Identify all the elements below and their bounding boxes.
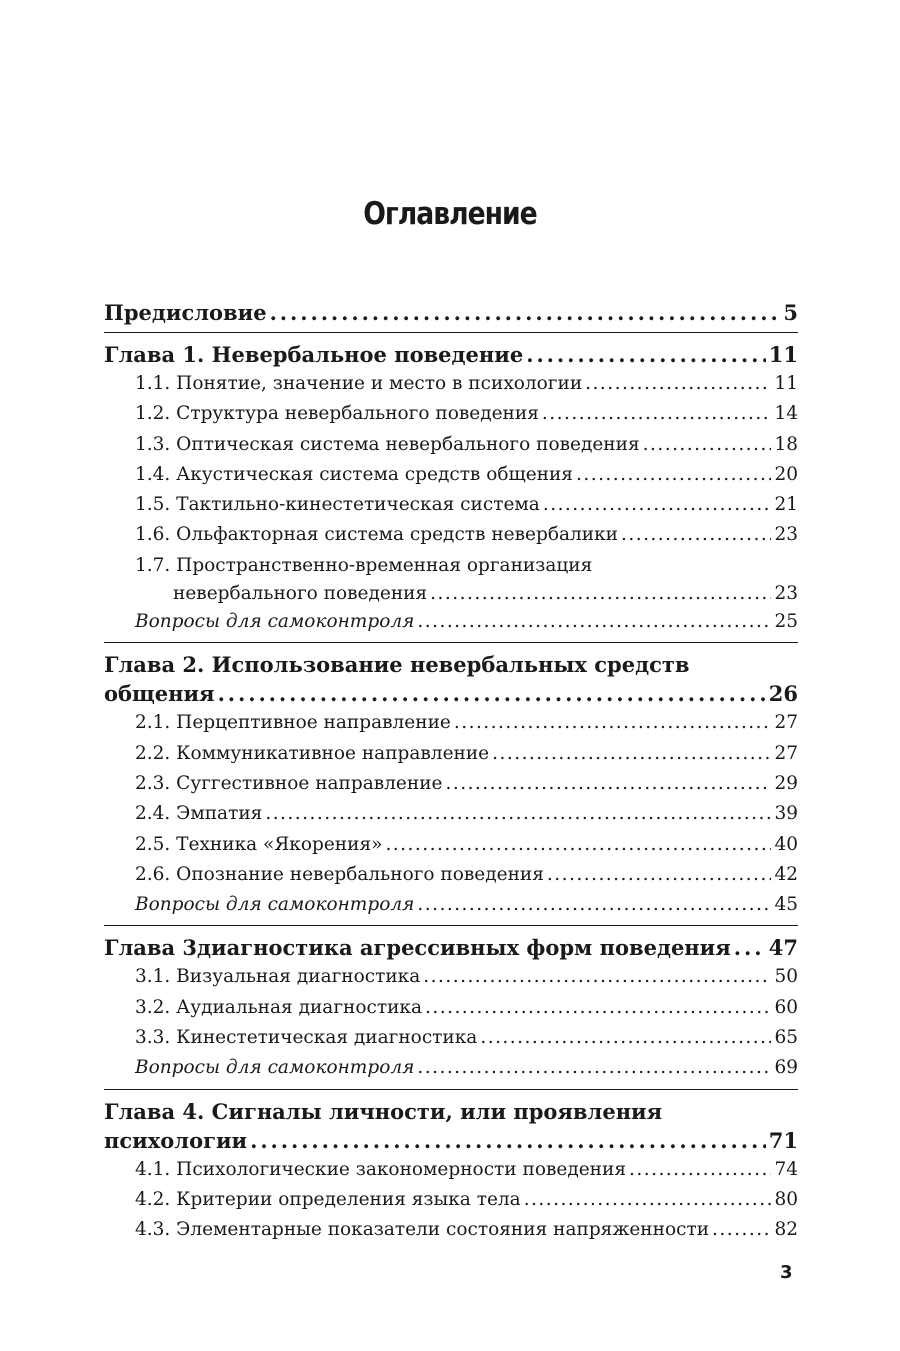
toc-entry-page: 42 — [774, 863, 798, 885]
toc-entry-label: Предисловие — [104, 300, 267, 325]
toc-entry-label: 3.2. Аудиальная диагностика — [135, 996, 422, 1018]
toc-entry-section-4-1[interactable] — [104, 1155, 798, 1185]
dot-leader — [621, 520, 771, 550]
dot-leader — [526, 340, 766, 369]
dot-leader — [643, 430, 772, 460]
toc-entry-label: 2.2. Коммуникативное направление — [135, 742, 490, 764]
toc-entry-section-1-3[interactable] — [104, 430, 798, 460]
toc-entry-label: 1.6. Ольфакторная система средств невербалики — [135, 524, 618, 546]
toc-entry-chapter-2[interactable] — [104, 679, 798, 708]
toc-entry-chapter-1[interactable] — [104, 340, 798, 369]
toc-entry-label: 1.2. Структура невербального поведения — [135, 403, 539, 425]
toc-entry-page: 74 — [774, 1158, 798, 1180]
toc-entry-page: 23 — [774, 583, 798, 605]
toc-entry-label: 1.1. Понятие, значение и место в психологии — [135, 373, 583, 394]
toc-chapter-4-block — [104, 1089, 798, 1246]
dot-leader — [585, 369, 771, 399]
toc-entry-label: 1.4. Акустическая система средств общения — [135, 463, 573, 485]
toc-entry-label: 1.5. Тактильно-кинестетическая система — [135, 494, 540, 516]
toc-entry-page: 80 — [774, 1188, 798, 1210]
dot-leader — [454, 708, 772, 738]
toc-entry-page: 26 — [768, 681, 798, 707]
toc-entry-section-1-2[interactable] — [104, 399, 798, 429]
toc-entry-page: 20 — [774, 463, 798, 485]
dot-leader — [629, 1155, 771, 1185]
toc-entry-label: 2.6. Опознание невербального поведения — [135, 863, 544, 885]
toc-entry-page: 11 — [768, 342, 798, 367]
dot-leader — [250, 1126, 766, 1155]
toc-entry-page: 71 — [768, 1127, 798, 1153]
toc-entry-chapter-4-line1[interactable]: Глава 4. Сигналы личности, или проявления — [104, 1098, 663, 1124]
toc-entry-section-2-3[interactable] — [104, 769, 798, 799]
toc-entry-section-4-2[interactable] — [104, 1185, 798, 1215]
toc-entry-label: 2.1. Перцептивное направление — [135, 712, 451, 734]
dot-leader — [430, 581, 771, 607]
toc-entry-section-1-7-line1[interactable]: 1.7. Пространственно-временная организация — [135, 554, 593, 576]
toc-entry-questions-2[interactable] — [104, 890, 798, 920]
toc-entry-label: Вопросы для самоконтроля — [135, 1057, 415, 1079]
toc-entry-page: 40 — [774, 833, 798, 855]
toc-entry-chapter-2-line1[interactable]: Глава 2. Использование невербальных средств — [104, 652, 690, 678]
dot-leader — [417, 890, 771, 920]
toc-entry-label: Глава 1. Невербальное поведение — [104, 342, 524, 367]
dot-leader — [445, 769, 771, 799]
toc-entry-page: 14 — [774, 403, 798, 425]
dot-leader — [417, 1053, 771, 1083]
toc-entry-page: 39 — [774, 803, 798, 825]
toc-entry-section-1-5[interactable] — [104, 490, 798, 520]
toc-entry-page: 18 — [774, 433, 798, 455]
toc-entry-page: 29 — [774, 772, 798, 794]
page-number: 3 — [780, 1262, 793, 1283]
toc-entry-page: 69 — [774, 1057, 798, 1079]
dot-leader — [734, 933, 766, 962]
toc-entry-label: Вопросы для самоконтроля — [135, 894, 415, 916]
toc-entry-label: невербального поведения — [173, 583, 428, 605]
toc-chapter-1-block — [104, 332, 798, 637]
toc-entry-label: 3.1. Визуальная диагностика — [135, 966, 421, 988]
toc-entry-label: Вопросы для самоконтроля — [135, 611, 415, 633]
toc-entry-page: 60 — [774, 996, 798, 1018]
toc-entry-section-1-6[interactable] — [104, 520, 798, 550]
toc-entry-page: 82 — [774, 1219, 798, 1241]
toc-entry-label: общения — [104, 681, 215, 707]
toc-chapter-2-block — [104, 642, 798, 920]
toc-entry-page: 45 — [774, 894, 798, 916]
dot-leader — [547, 860, 772, 890]
toc-entry-label: 4.1. Психологические закономерности поведения — [135, 1158, 626, 1180]
toc-entry-section-1-7[interactable] — [104, 581, 798, 607]
toc-preface-block — [104, 298, 798, 327]
toc-entry-questions-3[interactable] — [104, 1053, 798, 1083]
toc-entry-page: 27 — [774, 742, 798, 764]
toc-entry-section-4-3[interactable] — [104, 1215, 798, 1245]
toc-entry-section-2-2[interactable] — [104, 739, 798, 769]
toc-entry-page: 5 — [783, 300, 798, 325]
table-of-contents — [104, 298, 798, 1246]
toc-entry-section-3-3[interactable] — [104, 1023, 798, 1053]
toc-entry-page: 11 — [774, 373, 798, 394]
toc-entry-chapter-3[interactable] — [104, 933, 798, 962]
toc-entry-label: 2.5. Техника «Якорения» — [135, 833, 383, 855]
dot-leader — [425, 993, 771, 1023]
dot-leader — [542, 399, 772, 429]
toc-entry-section-1-4[interactable] — [104, 460, 798, 490]
dot-leader — [712, 1215, 771, 1245]
toc-entry-page: 50 — [774, 966, 798, 988]
dot-leader — [423, 962, 771, 992]
toc-entry-page: 65 — [774, 1027, 798, 1049]
toc-entry-label: 4.3. Элементарные показатели состояния напряженности — [135, 1219, 710, 1241]
toc-entry-label: психологии — [104, 1127, 248, 1153]
dot-leader — [576, 460, 771, 490]
dot-leader — [265, 799, 771, 829]
toc-entry-section-3-2[interactable] — [104, 993, 798, 1023]
toc-entry-section-2-4[interactable] — [104, 799, 798, 829]
toc-entry-chapter-4[interactable] — [104, 1126, 798, 1155]
dot-leader — [385, 830, 771, 860]
toc-entry-page: 21 — [774, 494, 798, 516]
page-title: Оглавление — [363, 196, 537, 232]
dot-leader — [480, 1023, 771, 1053]
dot-leader — [492, 739, 771, 769]
toc-entry-questions-1[interactable] — [104, 607, 798, 637]
dot-leader — [524, 1185, 772, 1215]
dot-leader — [218, 679, 766, 708]
toc-entry-page: 25 — [774, 611, 798, 633]
toc-entry-page: 23 — [774, 524, 798, 546]
toc-entry-section-1-1[interactable] — [104, 369, 798, 399]
toc-entry-label: 1.3. Оптическая система невербального поведения — [135, 433, 640, 455]
dot-leader — [270, 298, 781, 327]
toc-entry-section-2-6[interactable] — [104, 860, 798, 890]
toc-entry-label: 3.3. Кинестетическая диагностика — [135, 1027, 478, 1049]
toc-entry-page: 27 — [774, 712, 798, 734]
toc-entry-section-3-1[interactable] — [104, 962, 798, 992]
toc-chapter-3-block — [104, 925, 798, 1083]
toc-entry-label: 2.4. Эмпатия — [135, 803, 263, 825]
toc-entry-section-2-5[interactable] — [104, 830, 798, 860]
toc-entry-section-2-1[interactable] — [104, 708, 798, 738]
dot-leader — [417, 607, 771, 637]
toc-entry-page: 47 — [768, 935, 798, 961]
toc-entry-label: 2.3. Суггестивное направление — [135, 772, 443, 794]
toc-entry-preface[interactable] — [104, 298, 798, 327]
dot-leader — [543, 490, 772, 520]
toc-entry-label: Глава 3диагностика агрессивных форм поведения — [104, 935, 731, 961]
toc-entry-label: 4.2. Критерии определения языка тела — [135, 1188, 521, 1210]
